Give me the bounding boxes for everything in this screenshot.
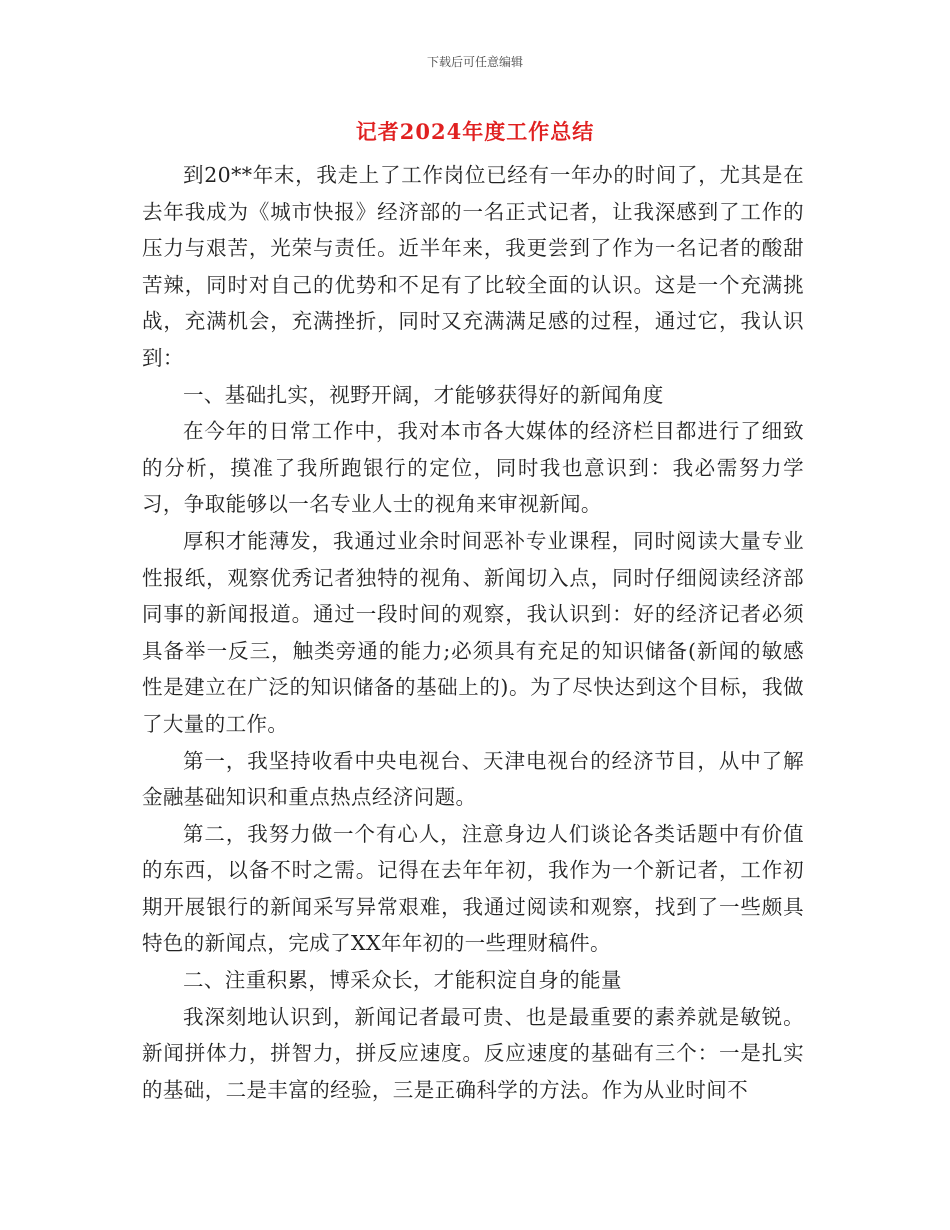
section-heading: 二、注重积累，博采众长，才能积淀自身的能量 xyxy=(183,968,622,993)
paragraph: 第二，我努力做一个有心人，注意身边人们谈论各类话题中有价值的东西，以备不时之需。记得在去年年初，我作为一个新记者，工作初期开展银行的新闻采写异常艰难，我通过阅读和观察，找到了一些颇具特色的新闻点，完成了XX年年初的一些理财稿件。 xyxy=(142,821,804,956)
document-body xyxy=(142,157,804,1108)
section-heading: 一、基础扎实，视野开阔，才能够获得好的新闻角度 xyxy=(183,382,664,407)
paragraph: 第一，我坚持收看中央电视台、天津电视台的经济节目，从中了解金融基础知识和重点热点经济问题。 xyxy=(142,748,804,810)
paragraph: 厚积才能薄发，我通过业余时间恶补专业课程，同时阅读大量专业性报纸，观察优秀记者独特的视角、新闻切入点，同时仔细阅读经济部同事的新闻报道。通过一段时间的观察，我认识到：好的经济记者必须具备举一反三，触类旁通的能力;必须具有充足的知识储备(新闻的敏感性是建立在广泛的知识储备的基础上的)。为了尽快达到这个目标，我做了大量的工作。 xyxy=(142,528,804,736)
paragraph: 在今年的日常工作中，我对本市各大媒体的经济栏目都进行了细致的分析，摸准了我所跑银行的定位，同时我也意识到：我必需努力学习，争取能够以一名专业人士的视角来审视新闻。 xyxy=(142,419,804,517)
document-title: 记者2024年度工作总结 xyxy=(355,119,595,144)
paragraph: 到20**年末，我走上了工作岗位已经有一年办的时间了，尤其是在去年我成为《城市快报》经济部的一名正式记者，让我深感到了工作的压力与艰苦，光荣与责任。近半年来，我更尝到了作为一名记者的酸甜苦辣，同时对自己的优势和不足有了比较全面的认识。这是一个充满挑战，充满机会，充满挫折，同时又充满满足感的过程，通过它，我认识到： xyxy=(142,163,804,370)
page-header: 下载后可任意编辑 xyxy=(426,55,523,69)
paragraph: 我深刻地认识到，新闻记者最可贵、也是最重要的素养就是敏锐。新闻拼体力，拼智力，拼反应速度。反应速度的基础有三个：一是扎实的基础，二是丰富的经验，三是正确科学的方法。作为从业时间不 xyxy=(142,1004,804,1102)
